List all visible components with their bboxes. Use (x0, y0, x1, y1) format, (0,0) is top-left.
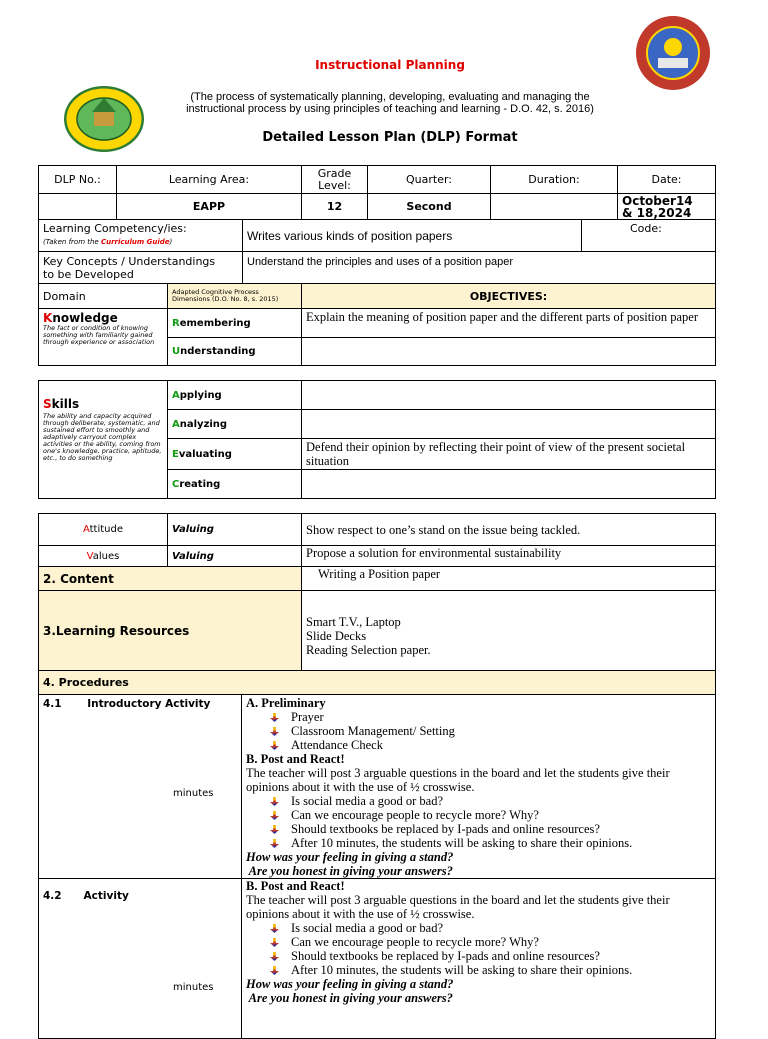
list-item: Can we encourage people to recycle more? Why? (246, 808, 711, 822)
remembering-label: Remembering (168, 309, 302, 338)
resources-label: 3.Learning Resources (39, 591, 302, 671)
grade-level-label: Grade Level: (302, 166, 368, 194)
code-label: Code: (582, 220, 716, 252)
values-level: Valuing (168, 546, 302, 567)
quarter-label: Quarter: (368, 166, 491, 194)
domain-label: Domain (39, 284, 168, 309)
remembering-objective: Explain the meaning of position paper and the different parts of position paper (302, 309, 716, 338)
reflection-question: How was your feeling in giving a stand? (246, 850, 454, 864)
applying-objective (302, 381, 716, 410)
knowledge-label: Knowledge (43, 311, 118, 325)
duration-value (491, 194, 618, 220)
learning-area-label: Learning Area: (117, 166, 302, 194)
date-value: October14 & 18,2024 (618, 194, 716, 220)
knowledge-cell (39, 309, 168, 366)
resources-list (302, 591, 716, 671)
duration-label: Duration: (491, 166, 618, 194)
list-item: Is social media a good or bad? (246, 921, 711, 935)
skills-label: Skills (43, 397, 80, 411)
format-title: Detailed Lesson Plan (DLP) Format (262, 130, 518, 145)
page-title: Instructional Planning (315, 58, 465, 72)
objectives-label: OBJECTIVES: (302, 284, 716, 309)
evaluating-label: Evaluating (168, 439, 302, 470)
post-react-text: The teacher will post 3 arguable questions in the board and let the students give their opinions about it with the use of ½ crosswise. (246, 766, 670, 794)
list-item: Can we encourage people to recycle more? Why? (246, 935, 711, 949)
resource-item: Smart T.V., Laptop (306, 614, 401, 629)
understanding-label: Understanding (168, 338, 302, 366)
reflection-question: How was your feeling in giving a stand? (246, 977, 454, 991)
intro-activity-label: 4.1 Introductory Activity (43, 698, 211, 710)
competency-label: Learning Competency/ies: (Taken from the Curriculum Guide) (39, 220, 243, 252)
analyzing-objective (302, 410, 716, 439)
competency-table (38, 219, 716, 252)
creating-label: Creating (168, 470, 302, 499)
knowledge-desc: The fact or condition of knowing something with familiarity gained through experience or association (43, 324, 155, 346)
reflection-question: Are you honest in giving your answers? (246, 991, 453, 1005)
skills-table (38, 380, 716, 499)
dlp-no-label: DLP No.: (39, 166, 117, 194)
competency-note: (Taken from the Curriculum Guide) (43, 238, 173, 246)
activity-minutes-label: minutes (173, 982, 214, 993)
key-concepts-table (38, 251, 716, 284)
resource-item: Slide Decks (306, 628, 367, 643)
activity-heading: B. Post and React! (246, 879, 345, 893)
intro-activity-cell (39, 695, 242, 879)
analyzing-label: Analyzing (168, 410, 302, 439)
skills-cell (39, 381, 168, 499)
post-react-heading: B. Post and React! (246, 752, 345, 766)
quarter-value: Second (368, 194, 491, 220)
applying-label: Applying (168, 381, 302, 410)
attitude-label: Attitude (39, 514, 168, 546)
dlp-info-table (38, 165, 716, 220)
prelim-heading: A. Preliminary (246, 696, 326, 710)
attitude-table (38, 513, 716, 695)
acpd-label: Adapted Cognitive Process Dimensions (D.O. No. 8, s. 2015) (168, 284, 302, 309)
activity-label: 4.2 Activity (43, 890, 129, 902)
creating-objective (302, 470, 716, 499)
list-item: After 10 minutes, the students will be asking to share their opinions. (246, 836, 711, 850)
dlp-no-value (39, 194, 117, 220)
attitude-objective: Show respect to one’s stand on the issue being tackled. (302, 514, 716, 546)
content-value: Writing a Position paper (302, 567, 716, 591)
list-item: After 10 minutes, the students will be asking to share their opinions. (246, 963, 711, 977)
attitude-level: Valuing (168, 514, 302, 546)
skills-desc: The ability and capacity acquired through deliberate, systematic, and sustained effort to smoothly and adaptively carryout complex activities or the ability, coming from one's knowledge, practice, aptitude, etc., to do something (43, 412, 162, 462)
understanding-objective (302, 338, 716, 366)
school-seal-icon (634, 14, 712, 92)
key-concepts-label: Key Concepts / Understandings to be Developed (39, 252, 243, 284)
intro-activity-content (242, 695, 716, 879)
list-item: Prayer (246, 710, 711, 724)
page-subtitle: (The process of systematically planning, developing, evaluating and managing the instructional process by using principles of teaching and learning - D.O. 42, s. 2016) (186, 91, 594, 115)
list-item: Classroom Management/ Setting (246, 724, 711, 738)
key-concepts-value: Understand the principles and uses of a position paper (243, 252, 716, 284)
knowledge-table (38, 283, 716, 366)
procedures-table (38, 694, 716, 1039)
activity-cell (39, 879, 242, 1039)
list-item: Should textbooks be replaced by I-pads and online resources? (246, 822, 711, 836)
activity-text: The teacher will post 3 arguable questions in the board and let the students give their opinions about it with the use of ½ crosswise. (246, 893, 670, 921)
learning-area-value: EAPP (117, 194, 302, 220)
values-objective: Propose a solution for environmental sustainability (302, 546, 716, 567)
content-label: 2. Content (39, 567, 302, 591)
list-item: Should textbooks be replaced by I-pads and online resources? (246, 949, 711, 963)
reflection-question: Are you honest in giving your answers? (246, 864, 453, 878)
resource-item: Reading Selection paper. (306, 642, 431, 657)
procedures-label: 4. Procedures (39, 671, 716, 695)
list-item: Is social media a good or bad? (246, 794, 711, 808)
intro-minutes-label: minutes (173, 788, 214, 799)
activity-content (242, 879, 716, 1039)
list-item: Attendance Check (246, 738, 711, 752)
values-label: Values (39, 546, 168, 567)
evaluating-objective: Defend their opinion by reflecting their point of view of the present societal situation (302, 439, 716, 470)
date-label: Date: (618, 166, 716, 194)
competency-value: Writes various kinds of position papers (243, 220, 582, 252)
grade-level-value: 12 (302, 194, 368, 220)
